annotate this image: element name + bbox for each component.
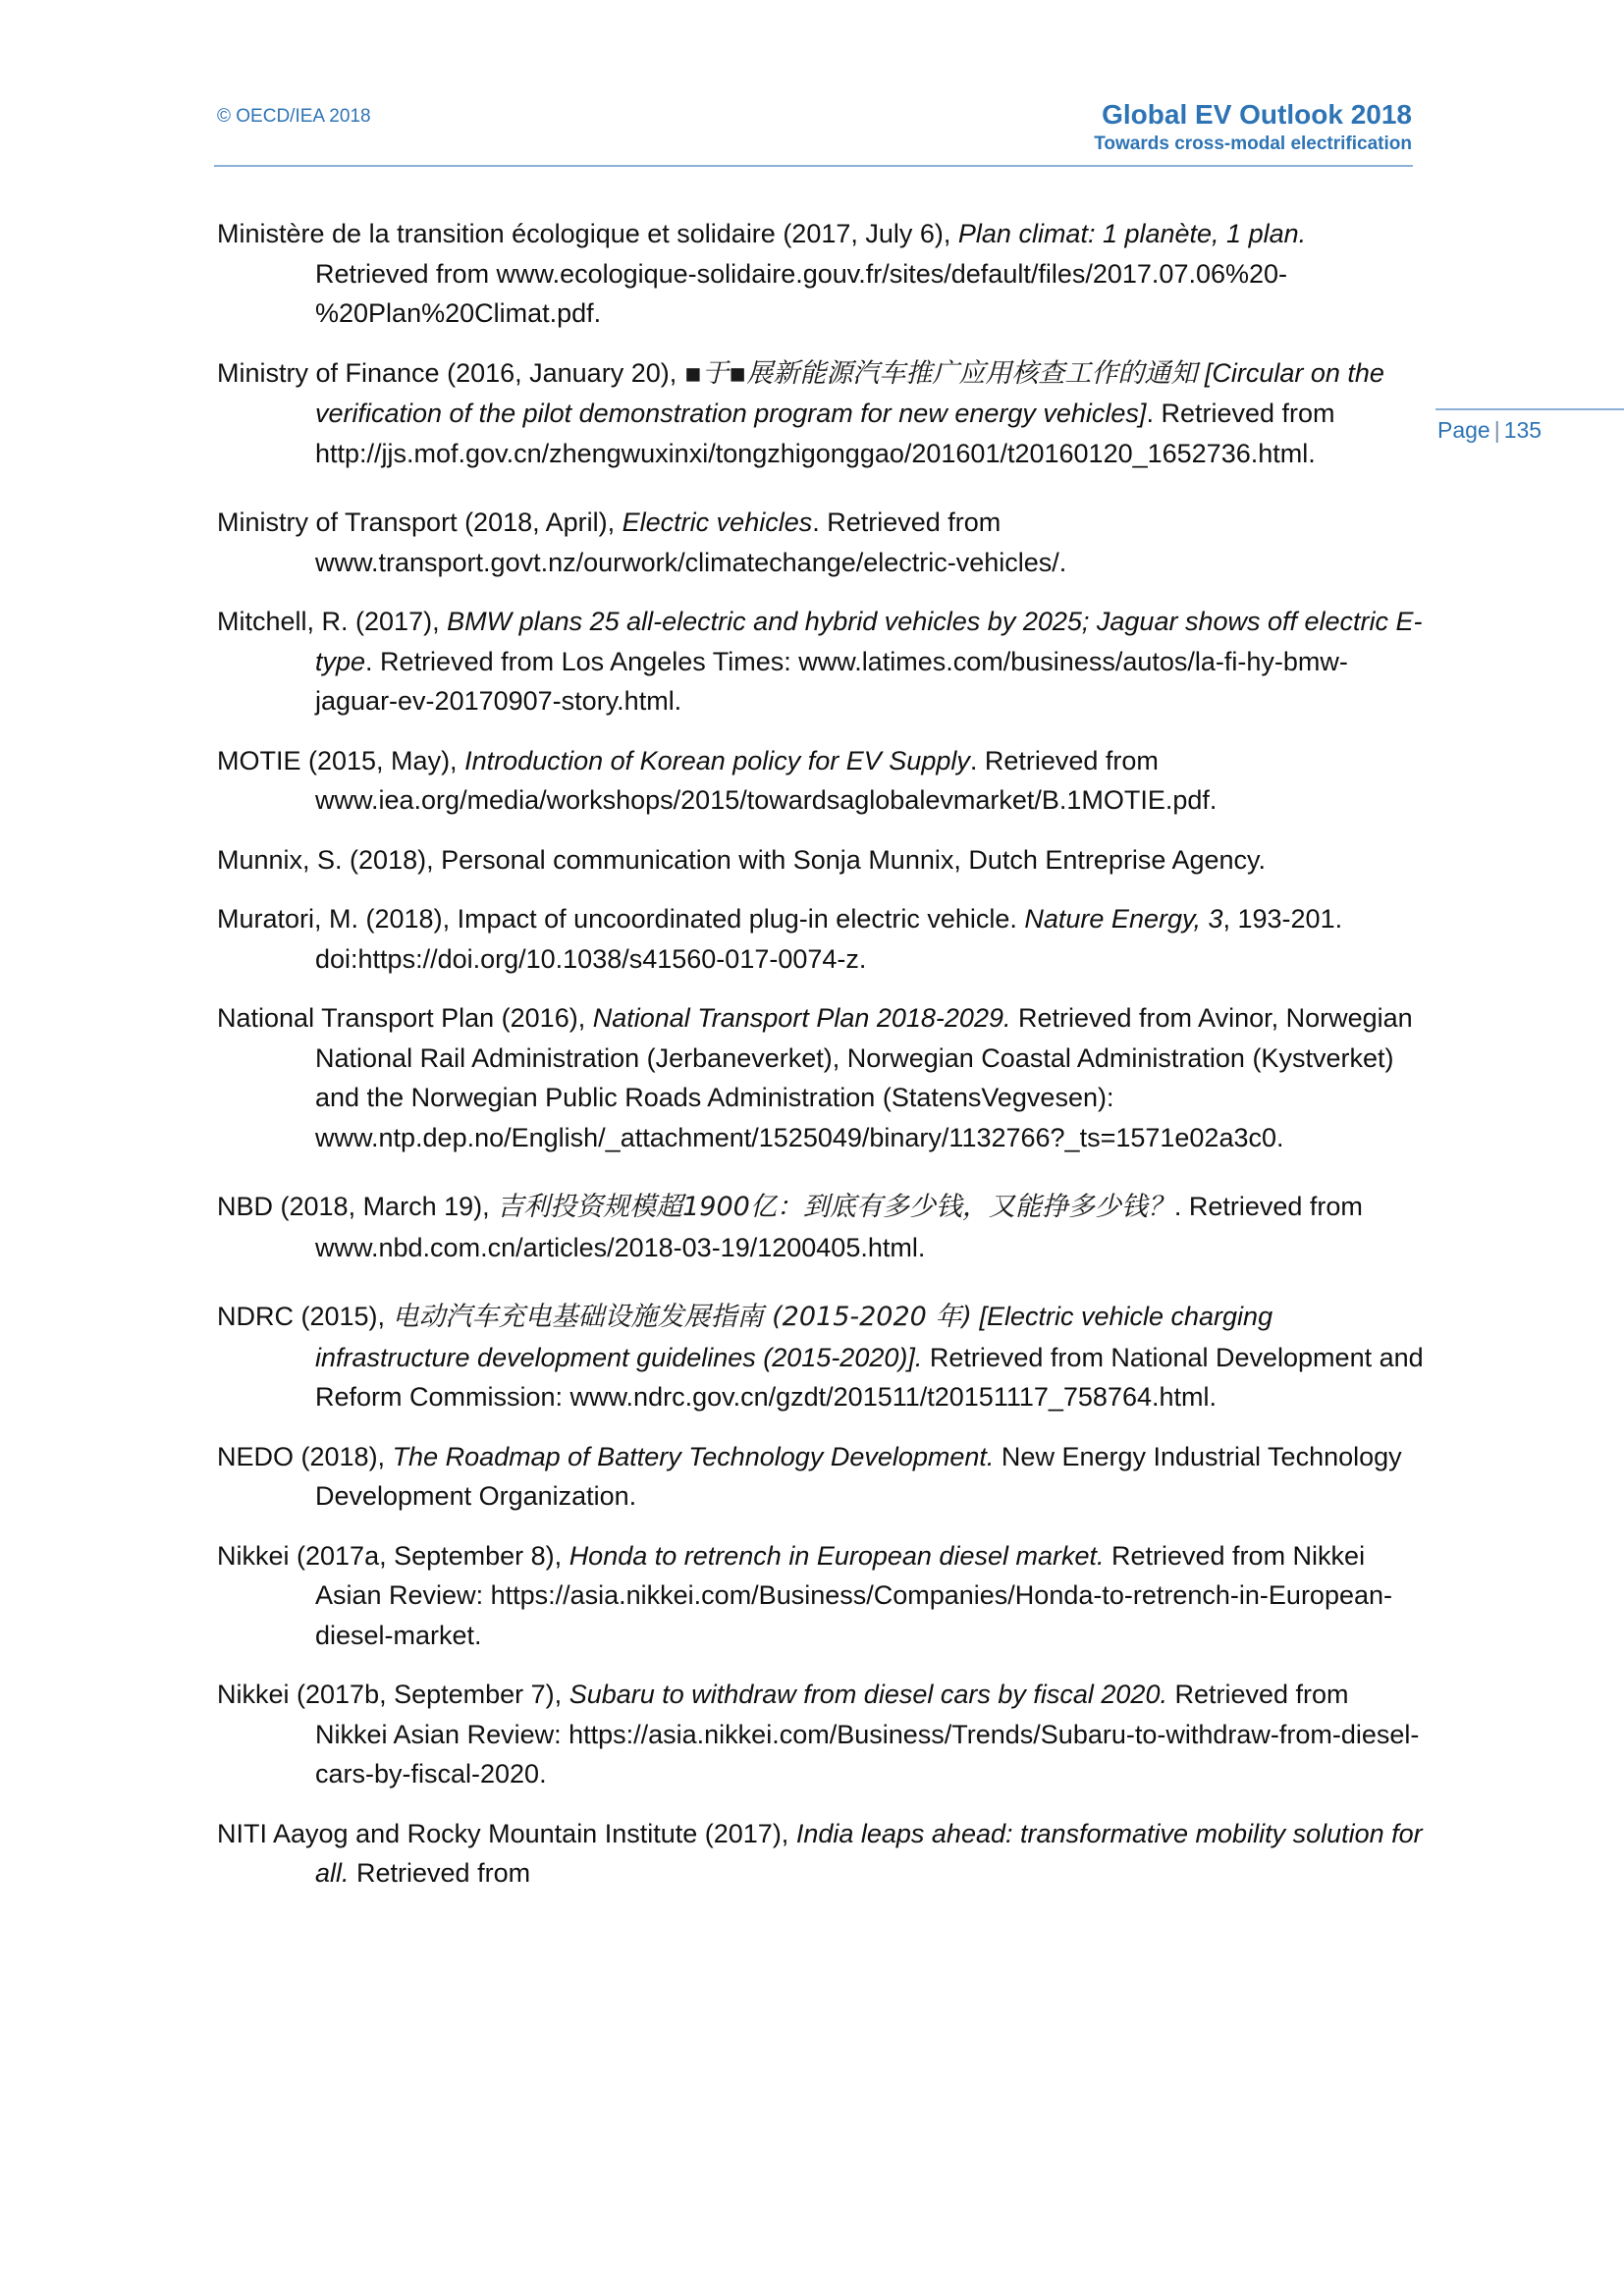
reference-title: The Roadmap of Battery Technology Development. <box>392 1441 995 1471</box>
reference-entry: Mitchell, R. (2017), BMW plans 25 all-electric and hybrid vehicles by 2025; Jaguar shows off electric E-type. Retrieved from Los Angeles Times: www.latimes.com/business/autos/la-fi-hy-bmw-jaguar-ev-20170907-story.html. <box>217 607 1423 716</box>
reference-title: [Circular on the verification of the pilot demonstration program for new energy vehicles] <box>315 357 1384 428</box>
reference-title: BMW plans 25 all-electric and hybrid vehicles by 2025; Jaguar shows off electric E-type <box>315 607 1423 676</box>
reference-entry: NBD (2018, March 19), 吉利投资规模超1900亿：到底有多少钱，又能挣多少钱？. Retrieved from www.nbd.com.cn/articles/2018-03-19/1200405.html. <box>217 1192 1363 1262</box>
reference-entry: Ministère de la transition écologique et solidaire (2017, July 6), Plan climat: 1 planète, 1 plan. Retrieved from www.ecologique-solidaire.gouv.fr/sites/default/files/2017.07.06%20-%20Plan%20Climat.pdf. <box>217 219 1307 328</box>
page-label: Page <box>1437 417 1490 443</box>
reference-title: Introduction of Korean policy for EV Supply <box>464 745 970 775</box>
reference-title: Plan climat: 1 planète, 1 plan. <box>957 219 1307 248</box>
reference-entry: MOTIE (2015, May), Introduction of Korean policy for EV Supply. Retrieved from www.iea.org/media/workshops/2015/towardsaglobalevmarket/B.1MOTIE.pdf. <box>217 745 1218 815</box>
reference-entry: NDRC (2015), 电动汽车充电基础设施发展指南 (2015-2020 年) [Electric vehicle charging infrastructure development guidelines (2015-2020)]. Retrieved from National Development and Reform Commission: www.ndrc.gov.cn/gzdt/201511/t20151117_758764.html. <box>217 1302 1424 1412</box>
reference-entry: Muratori, M. (2018), Impact of uncoordinated plug-in electric vehicle. Nature Energy, 3, 193-201. doi:https://doi.org/10.1038/s41560-017-0074-z. <box>217 904 1343 974</box>
reference-title-chinese: 吉利投资规模超1900亿：到底有多少钱，又能挣多少钱？ <box>497 1192 1174 1222</box>
reference-title: Electric vehicles <box>622 507 813 537</box>
page-number-divider <box>1435 408 1624 410</box>
reference-entry: National Transport Plan (2016), National Transport Plan 2018-2029. Retrieved from Avinor, Norwegian National Rail Administration (Jerbaneverket), Norwegian Coastal Administration (Kystverket) and the Norwegian Public Roads Administration (StatensVegvesen): www.ntp.dep.no/English/_attachment/1525049/binary/1132766?_ts=1571e02a3c0. <box>217 1003 1413 1152</box>
header-divider <box>214 165 1413 167</box>
publication-title: Global EV Outlook 2018 <box>1102 99 1412 130</box>
reference-list <box>217 214 1425 1913</box>
reference-entry: NITI Aayog and Rocky Mountain Institute (2017), India leaps ahead: transformative mobility solution for all. Retrieved from <box>217 1818 1423 1888</box>
reference-entry: NEDO (2018), The Roadmap of Battery Technology Development. New Energy Industrial Technology Development Organization. <box>217 1441 1402 1511</box>
copyright-notice: © OECD/IEA 2018 <box>217 106 371 127</box>
reference-entry: Nikkei (2017a, September 8), Honda to retrench in European diesel market. Retrieved from Nikkei Asian Review: https://asia.nikkei.com/Business/Companies/Honda-to-retrench-in-European-diesel-market. <box>217 1540 1393 1650</box>
reference-title: National Transport Plan 2018-2029. <box>592 1003 1011 1033</box>
reference-entry: Nikkei (2017b, September 7), Subaru to withdraw from diesel cars by fiscal 2020. Retrieved from Nikkei Asian Review: https://asia.nikkei.com/Business/Trends/Subaru-to-withdraw-from-diesel-cars-by-fiscal-2020. <box>217 1680 1420 1789</box>
reference-title: Honda to retrench in European diesel market. <box>568 1540 1105 1571</box>
reference-title: Nature Energy, 3 <box>1024 904 1223 934</box>
page-number: 135 <box>1503 417 1543 443</box>
page-separator: | <box>1493 417 1500 443</box>
chapter-subtitle: Towards cross-modal electrification <box>1094 133 1412 154</box>
reference-title: Subaru to withdraw from diesel cars by fiscal 2020. <box>568 1680 1167 1709</box>
running-header <box>1094 98 1412 157</box>
reference-entry: Ministry of Finance (2016, January 20), ▪于▪展新能源汽车推广应用核查工作的通知 [Circular on the verification of the pilot demonstration program for new energy vehicles]. Retrieved from http://jjs.mof.gov.cn/zhengwuxinxi/tongzhigonggao/201601/t20160120_1652736.html. <box>217 357 1384 468</box>
reference-title: India leaps ahead: transformative mobility solution for all. <box>315 1818 1423 1888</box>
reference-title-chinese: ▪于▪展新能源汽车推广应用核查工作的通知 <box>683 357 1198 389</box>
reference-title-chinese: 电动汽车充电基础设施发展指南 (2015-2020 年) <box>392 1302 972 1332</box>
reference-entry: Munnix, S. (2018), Personal communication with Sonja Munnix, Dutch Entreprise Agency. <box>217 844 1267 875</box>
reference-title: [Electric vehicle charging infrastructure development guidelines (2015-2020)]. <box>315 1302 1273 1372</box>
page-number-block <box>1437 417 1542 444</box>
reference-entry: Ministry of Transport (2018, April), Electric vehicles. Retrieved from www.transport.govt.nz/ourwork/climatechange/electric-vehicles/. <box>217 507 1067 577</box>
